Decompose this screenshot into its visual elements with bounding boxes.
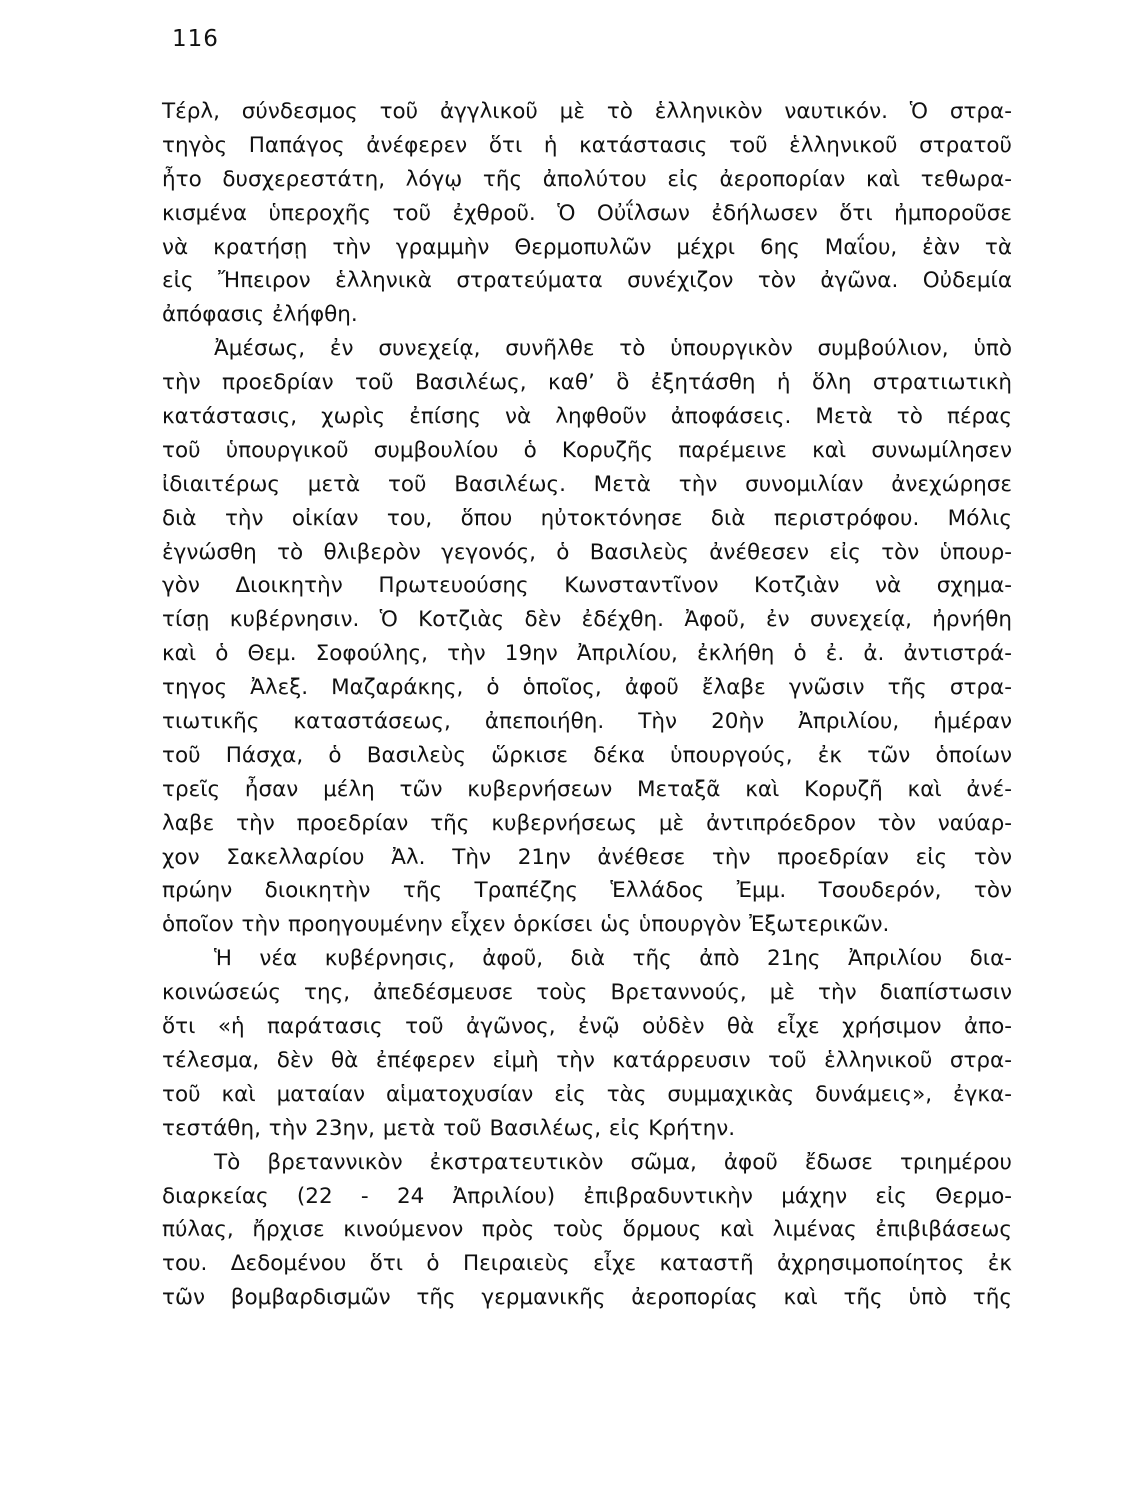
text-line: τοῦ ὑπουργικοῦ συμβουλίου ὁ Κορυζῆς παρέμεινε καὶ συνωμίλησεν xyxy=(162,437,1012,463)
text-line: Τέρλ, σύνδεσμος τοῦ ἀγγλικοῦ μὲ τὸ ἑλληνικὸν ναυτικόν. Ὁ στρα- xyxy=(162,99,1012,124)
text-line: τιωτικῆς καταστάσεως, ἀπεποιήθη. Τὴν 20ὴν Ἀπριλίου, ἡμέραν xyxy=(162,709,1012,735)
text-line: κοινώσεώς της, ἀπεδέσμευσε τοὺς Βρεταννούς, μὲ τὴν διαπίστωσιν xyxy=(162,980,1012,1006)
text-line: τοῦ καὶ ματαίαν αἱματοχυσίαν εἰς τὰς συμμαχικὰς δυνάμεις», ἐγκα- xyxy=(162,1081,1012,1107)
text-line: πύλας, ἤρχισε κινούμενον πρὸς τοὺς ὅρμους καὶ λιμένας ἐπιβιβάσεως xyxy=(162,1217,1012,1243)
text-line: διαρκείας (22 - 24 Ἀπριλίου) ἐπιβραδυντικὴν μάχην εἰς Θερμο- xyxy=(162,1183,1012,1209)
text-line: ἦτο δυσχερεστάτη, λόγῳ τῆς ἀπολύτου εἰς ἀεροπορίαν καὶ τεθωρα- xyxy=(162,166,1012,192)
text-line: πρώην διοικητὴν τῆς Τραπέζης Ἑλλάδος Ἐμμ. Τσουδερόν, τὸν xyxy=(162,878,1012,904)
body-text xyxy=(162,95,1012,1315)
text-line: του. Δεδομένου ὅτι ὁ Πειραιεὺς εἶχε καταστῆ ἀχρησιμοποίητος ἐκ xyxy=(162,1251,1012,1277)
text-line: τηγος Ἀλεξ. Μαζαράκης, ὁ ὁποῖος, ἀφοῦ ἔλαβε γνῶσιν τῆς στρα- xyxy=(162,675,1012,701)
text-line: ὅτι «ἡ παράτασις τοῦ ἀγῶνος, ἐνῷ οὐδὲν θὰ εἶχε χρήσιμον ἀπο- xyxy=(162,1014,1012,1040)
text-line: τίσῃ κυβέρνησιν. Ὁ Κοτζιὰς δὲν ἐδέχθη. Ἀφοῦ, ἐν συνεχείᾳ, ἠρνήθη xyxy=(162,607,1012,633)
text-line: διὰ τὴν οἰκίαν του, ὅπου ηὐτοκτόνησε διὰ περιστρόφου. Μόλις xyxy=(162,505,1012,531)
text-line: κατάστασις, χωρὶς ἐπίσης νὰ ληφθοῦν ἀποφάσεις. Μετὰ τὸ πέρας xyxy=(162,404,1012,430)
text-line: λαβε τὴν προεδρίαν τῆς κυβερνήσεως μὲ ἀντιπρόεδρον τὸν ναύαρ- xyxy=(162,810,1012,836)
text-line: τὴν προεδρίαν τοῦ Βασιλέως, καθ’ ὃ ἐξητάσθη ἡ ὅλη στρατιωτικὴ xyxy=(162,370,1012,396)
text-line: χον Σακελλαρίου Ἀλ. Τὴν 21ην ἀνέθεσε τὴν προεδρίαν εἰς τὸν xyxy=(162,844,1012,870)
text-line: τέλεσμα, δὲν θὰ ἐπέφερεν εἰμὴ τὴν κατάρρευσιν τοῦ ἑλληνικοῦ στρα- xyxy=(162,1047,1012,1073)
text-line: Ἀμέσως, ἐν συνεχείᾳ, συνῆλθε τὸ ὑπουργικὸν συμβούλιον, ὑπὸ xyxy=(214,336,1012,362)
text-line: εἰς Ἤπειρον ἑλληνικὰ στρατεύματα συνέχιζον τὸν ἀγῶνα. Οὐδεμία xyxy=(162,268,1012,294)
text-line: γὸν Διοικητὴν Πρωτευούσης Κωνσταντῖνον Κοτζιὰν νὰ σχημα- xyxy=(162,573,1012,599)
text-line: ἰδιαιτέρως μετὰ τοῦ Βασιλέως. Μετὰ τὴν συνομιλίαν ἀνεχώρησε xyxy=(162,471,1012,497)
text-line: νὰ κρατήσῃ τὴν γραμμὴν Θερμοπυλῶν μέχρι 6ης Μαΐου, ἐὰν τὰ xyxy=(162,234,1012,260)
text-line: τεστάθη, τὴν 23ην, μετὰ τοῦ Βασιλέως, εἰς Κρήτην. xyxy=(162,1115,736,1141)
text-line: Ἡ νέα κυβέρνησις, ἀφοῦ, διὰ τῆς ἀπὸ 21ης Ἀπριλίου δια- xyxy=(214,946,1012,972)
text-line: τοῦ Πάσχα, ὁ Βασιλεὺς ὥρκισε δέκα ὑπουργούς, ἐκ τῶν ὁποίων xyxy=(162,742,1012,768)
text-line: τρεῖς ἦσαν μέλη τῶν κυβερνήσεων Μεταξᾶ καὶ Κορυζῆ καὶ ἀνέ- xyxy=(162,776,1012,802)
text-line: ἐγνώσθη τὸ θλιβερὸν γεγονός, ὁ Βασιλεὺς ἀνέθεσεν εἰς τὸν ὑπουρ- xyxy=(162,539,1012,565)
text-line: ὁποῖον τὴν προηγουμένην εἶχεν ὁρκίσει ὡς ὑπουργὸν Ἐξωτερικῶν. xyxy=(162,912,890,938)
text-line: καὶ ὁ Θεμ. Σοφούλης, τὴν 19ην Ἀπριλίου, ἐκλήθη ὁ ἐ. ἀ. ἀντιστρά- xyxy=(162,641,1012,667)
text-line: κισμένα ὑπεροχῆς τοῦ ἐχθροῦ. Ὁ Οὐΐλσων ἐδήλωσεν ὅτι ἠμποροῦσε xyxy=(162,200,1012,226)
text-line: τῶν βομβαρδισμῶν τῆς γερμανικῆς ἀεροπορίας καὶ τῆς ὑπὸ τῆς xyxy=(162,1285,1012,1311)
page-number: 116 xyxy=(172,26,219,52)
text-line: ἀπόφασις ἐλήφθη. xyxy=(162,302,358,328)
text-line: Τὸ βρεταννικὸν ἐκστρατευτικὸν σῶμα, ἀφοῦ ἔδωσε τριημέρου xyxy=(214,1149,1012,1175)
text-line: τηγὸς Παπάγος ἀνέφερεν ὅτι ἡ κατάστασις τοῦ ἑλληνικοῦ στρατοῦ xyxy=(162,132,1012,158)
